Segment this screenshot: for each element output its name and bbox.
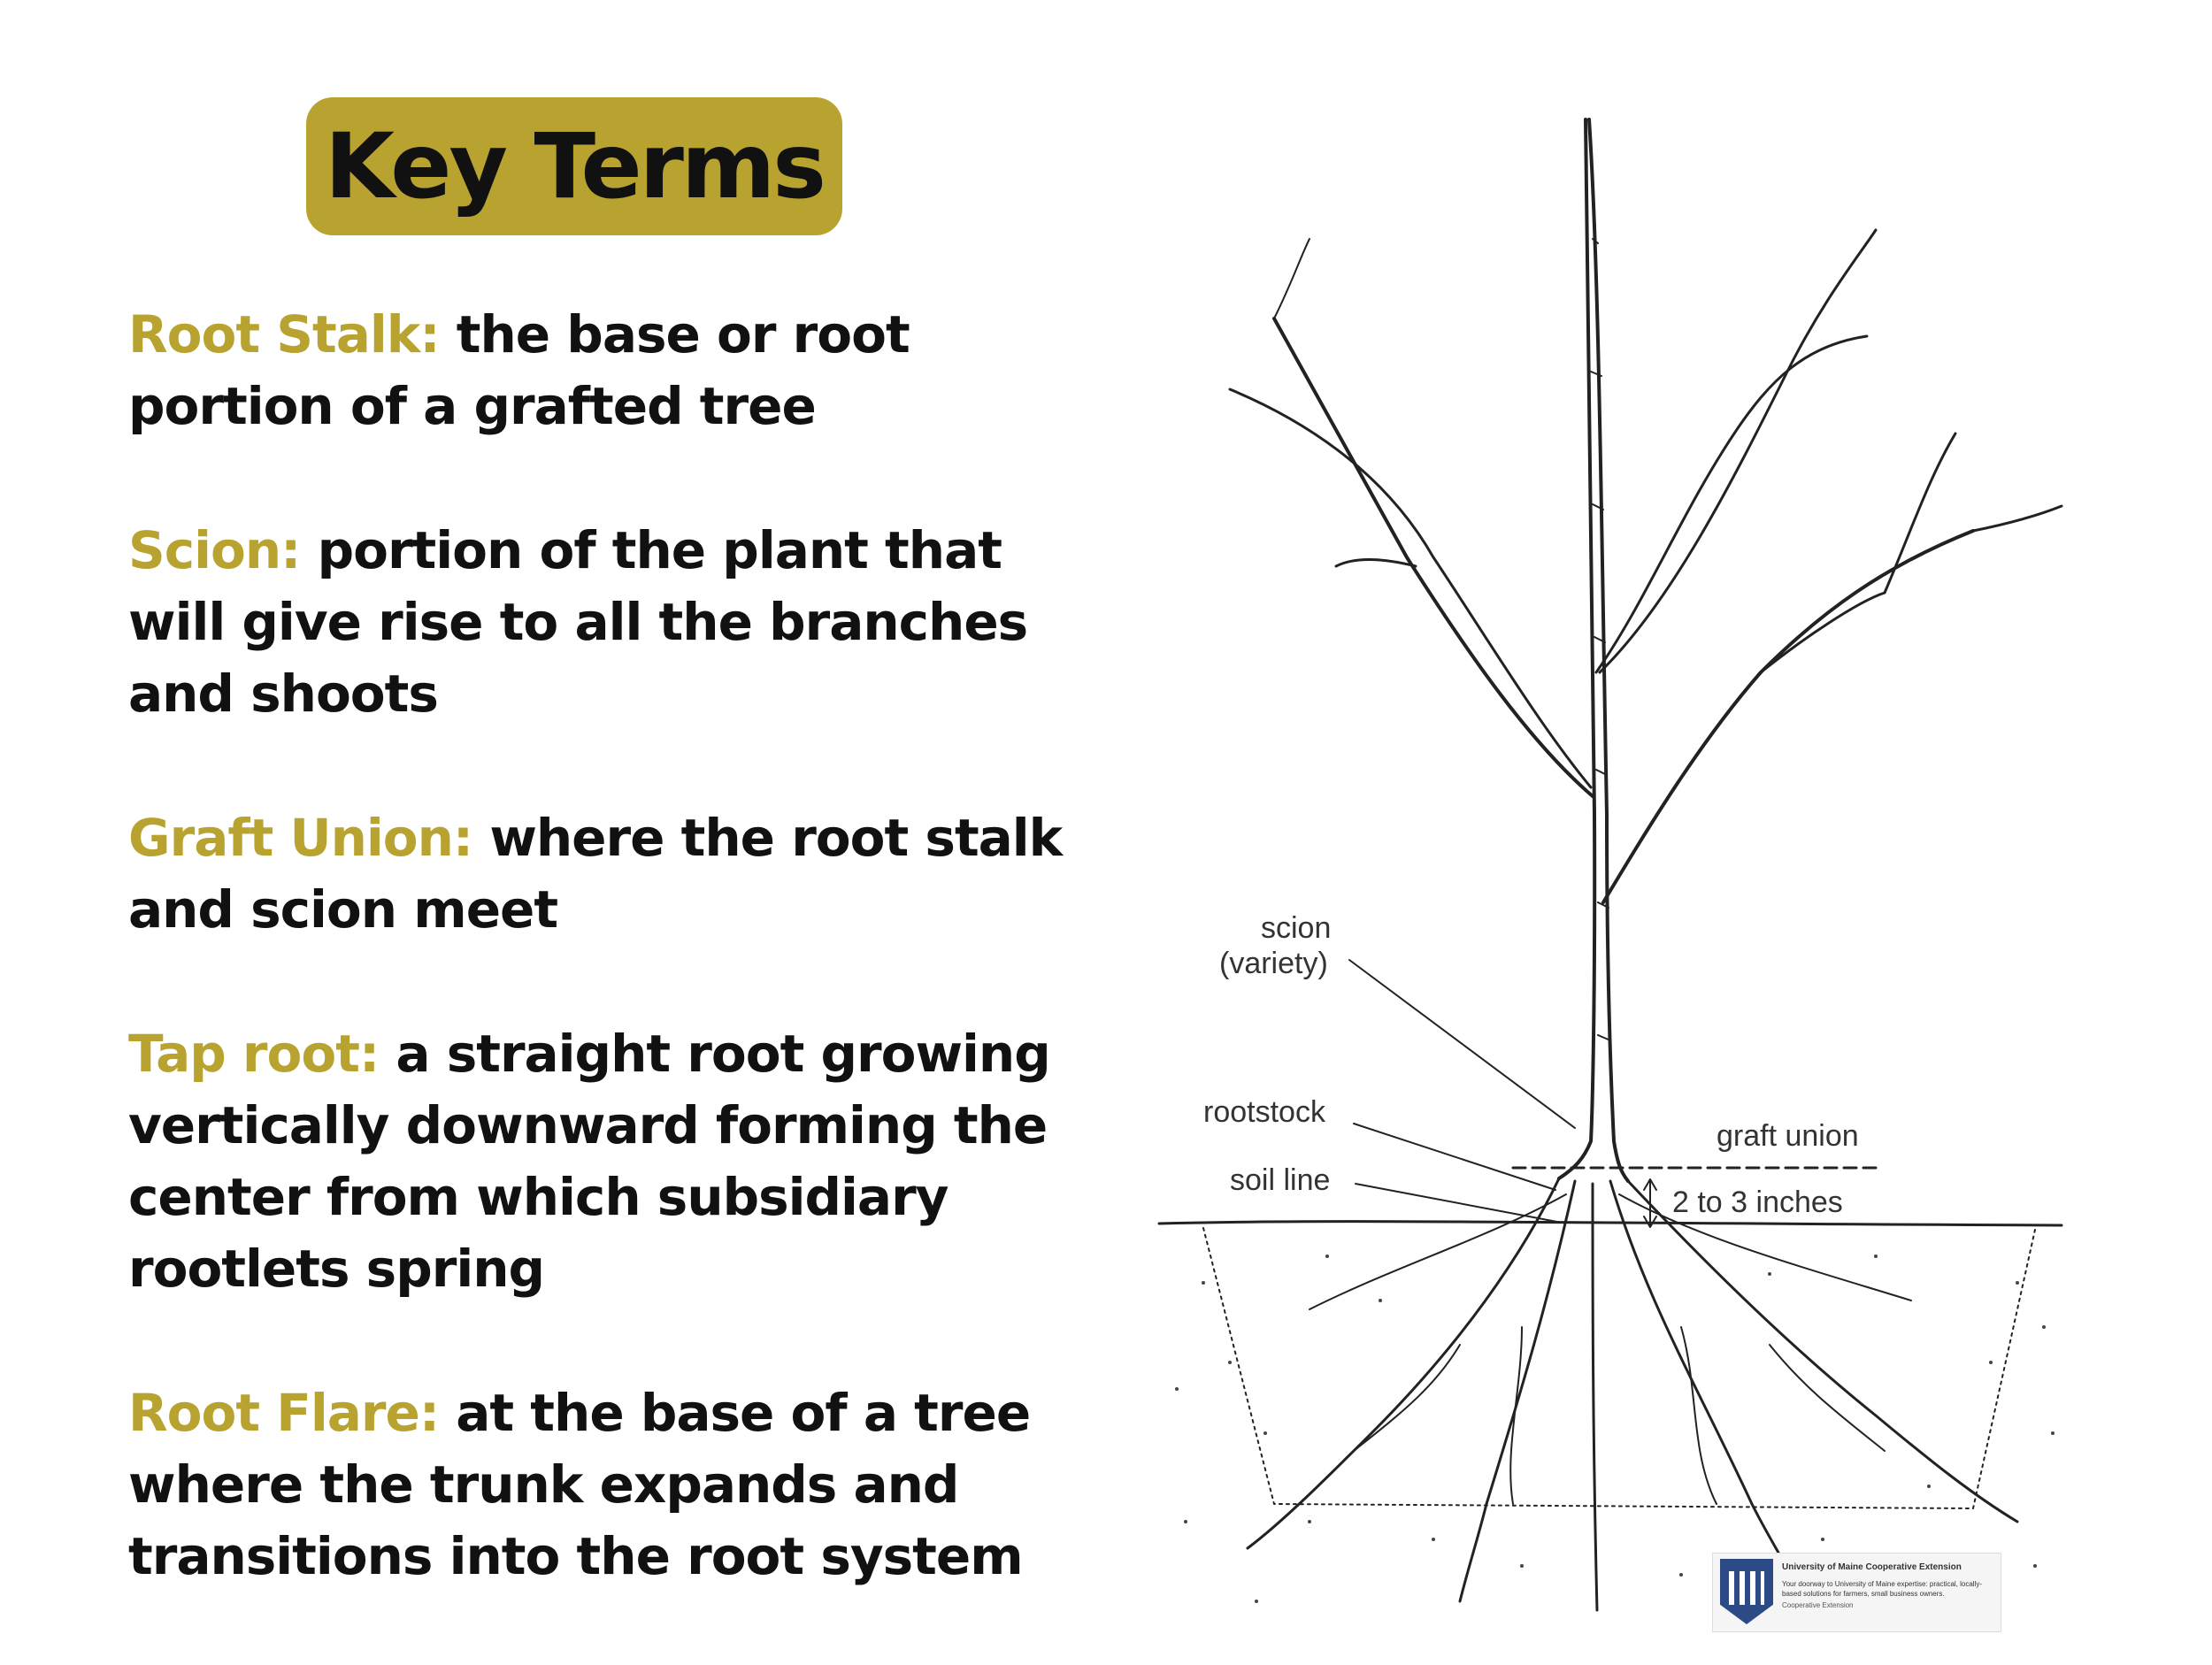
logo-small: Cooperative Extension [1782, 1601, 1854, 1609]
shield-icon [1720, 1559, 1773, 1624]
term-definition: where the root stalk and scion meet [128, 808, 1063, 940]
term-definition: the base or root portion of a grafted tree [128, 304, 910, 436]
term-definition: a straight root growing vertically downward forming the center from which subsidiary rootlets spring [128, 1024, 1050, 1299]
tree-illustration [1150, 106, 2088, 1628]
term-tap-root [128, 1018, 1110, 1305]
tree-diagram [1150, 106, 2088, 1628]
title-banner [306, 97, 842, 235]
label-scion: scion [1261, 911, 1332, 945]
term-scion [128, 515, 1110, 730]
term-label: Tap root: [128, 1024, 380, 1084]
term-definition: portion of the plant that will give rise to all the branches and shoots [128, 520, 1028, 724]
logo-tagline: Your doorway to University of Maine expertise: practical, locally-based solutions for farmers, small business owners. [1782, 1580, 1983, 1598]
term-root-stalk [128, 299, 1110, 442]
extension-logo [1712, 1553, 2001, 1632]
term-label: Root Stalk: [128, 304, 440, 364]
label-variety: (variety) [1219, 947, 1328, 980]
term-root-flare [128, 1377, 1110, 1592]
term-definition: at the base of a tree where the trunk expands and transitions into the root system [128, 1383, 1031, 1586]
term-graft-union [128, 802, 1110, 946]
page-title: Key Terms [325, 113, 824, 219]
term-label: Root Flare: [128, 1383, 440, 1443]
label-soil-line: soil line [1230, 1163, 1331, 1197]
label-rootstock: rootstock [1203, 1095, 1325, 1129]
label-depth: 2 to 3 inches [1672, 1185, 1843, 1219]
logo-text [1782, 1562, 1994, 1609]
key-terms-list [128, 299, 1110, 1665]
logo-name: University of Maine Cooperative Extension [1782, 1562, 1962, 1572]
label-graft-union: graft union [1717, 1119, 1859, 1153]
term-label: Graft Union: [128, 808, 473, 868]
term-label: Scion: [128, 520, 301, 580]
